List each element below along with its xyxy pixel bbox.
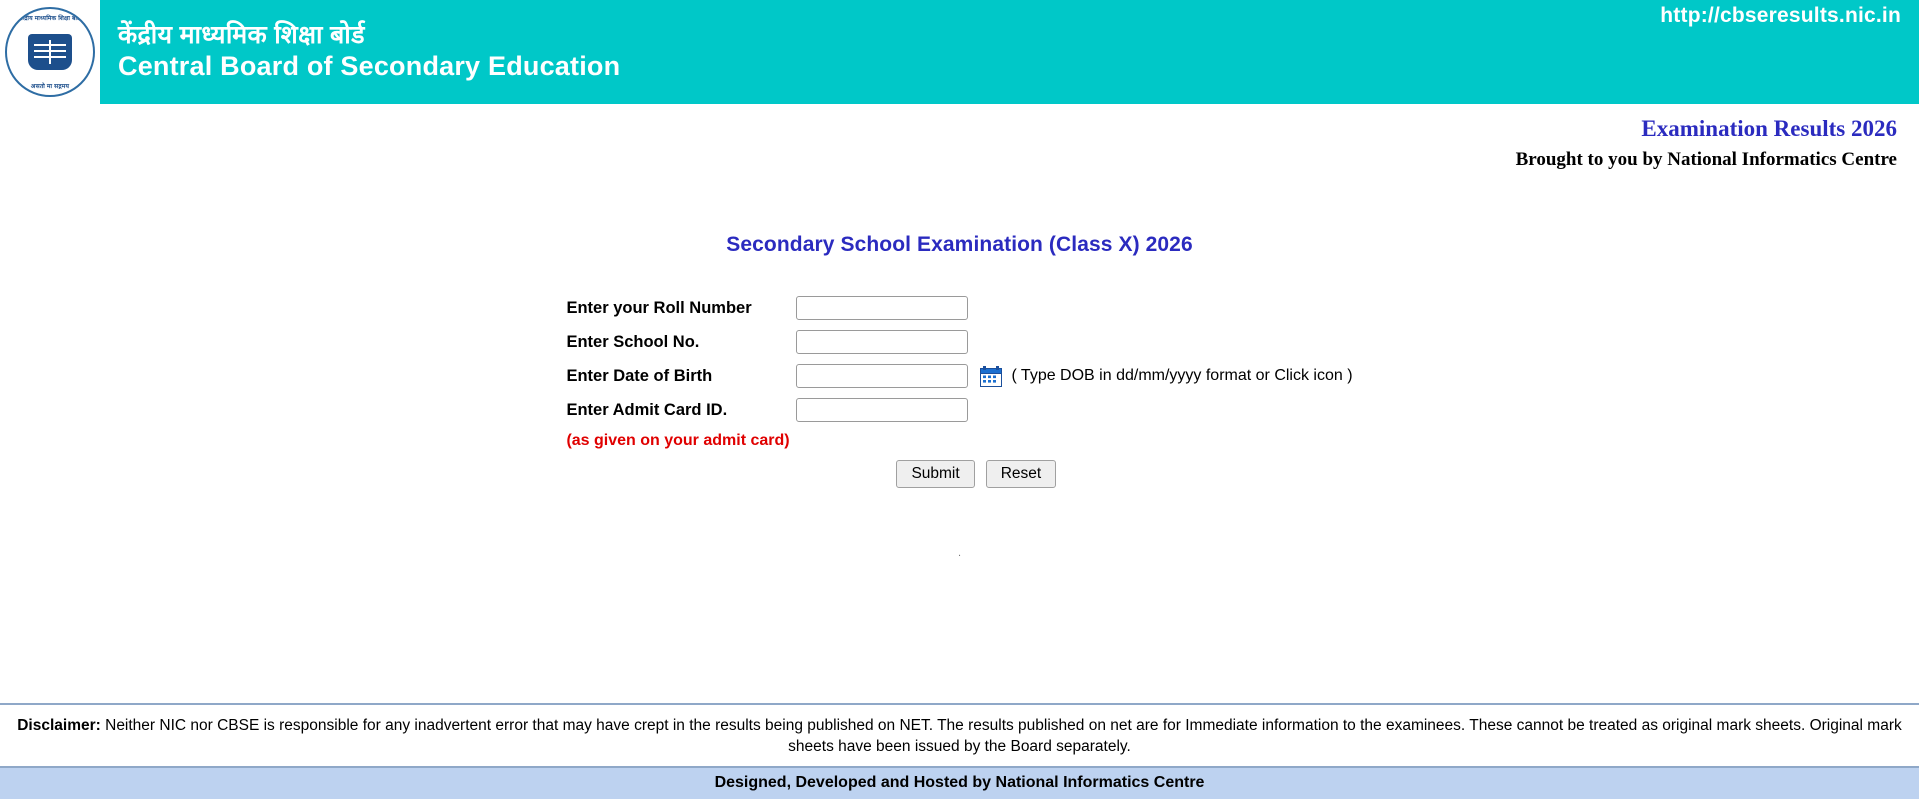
main-content	[0, 171, 1919, 559]
cbse-logo	[0, 0, 100, 104]
roll-number-label: Enter your Roll Number	[566, 298, 752, 317]
exam-heading: Secondary School Examination (Class X) 2026	[726, 233, 1193, 256]
school-no-label: Enter School No.	[566, 332, 700, 351]
date-of-birth-input[interactable]	[796, 364, 968, 388]
date-of-birth-label: Enter Date of Birth	[566, 366, 713, 385]
subheader	[0, 104, 1919, 171]
header-titles	[118, 21, 620, 82]
cbse-emblem-icon	[5, 7, 95, 97]
result-form	[0, 291, 1919, 493]
disclaimer-label: Disclaimer:	[17, 717, 101, 735]
admit-card-id-label: Enter Admit Card ID.	[566, 400, 728, 419]
form-table	[566, 291, 1352, 493]
logo-ring-bottom-text: असतो मा सद्गमय	[30, 84, 70, 90]
form-row-school-no	[566, 325, 1352, 359]
calendar-icon[interactable]	[980, 366, 1002, 387]
examination-results-title: Examination Results 2026	[1641, 116, 1897, 141]
disclaimer	[0, 705, 1919, 766]
site-url-link[interactable]: http://cbseresults.nic.in	[1660, 4, 1901, 27]
reset-button[interactable]: Reset	[986, 460, 1057, 488]
logo-ring-top-text: केंद्रीय माध्यमिक शिक्षा बोर्ड	[19, 16, 81, 22]
disclaimer-text: Neither NIC nor CBSE is responsible for any inadvertent error that may have crept in the results being published on NET. The results published on net are for Immediate information to the examinees. These cannot be treated as original mark sheets. Original mark sheets have been issued by the Board separately.	[100, 717, 1902, 755]
admit-card-note: (as given on your admit card)	[566, 432, 790, 449]
logo-book-icon	[28, 34, 72, 70]
form-row-admit-card-id	[566, 393, 1352, 427]
dob-format-hint: ( Type DOB in dd/mm/yyyy format or Click icon )	[1011, 367, 1353, 384]
site-header	[0, 0, 1919, 104]
board-title-hindi: केंद्रीय माध्यमिक शिक्षा बोर्ड	[118, 21, 365, 50]
brought-to-you-by-text: Brought to you by National Informatics Centre	[1515, 149, 1897, 170]
school-no-input[interactable]	[796, 330, 968, 354]
form-row-admit-card-note	[566, 427, 1352, 455]
submit-button[interactable]: Submit	[896, 460, 974, 488]
board-title-english: Central Board of Secondary Education	[118, 51, 621, 82]
spacer-dot: .	[957, 547, 962, 559]
designed-by-bar: Designed, Developed and Hosted by National Informatics Centre	[0, 766, 1919, 799]
roll-number-input[interactable]	[796, 296, 968, 320]
form-row-date-of-birth	[566, 359, 1352, 393]
site-footer	[0, 703, 1919, 799]
form-row-roll-number	[566, 291, 1352, 325]
button-group	[796, 460, 1352, 488]
admit-card-id-input[interactable]	[796, 398, 968, 422]
form-row-buttons	[566, 455, 1352, 493]
